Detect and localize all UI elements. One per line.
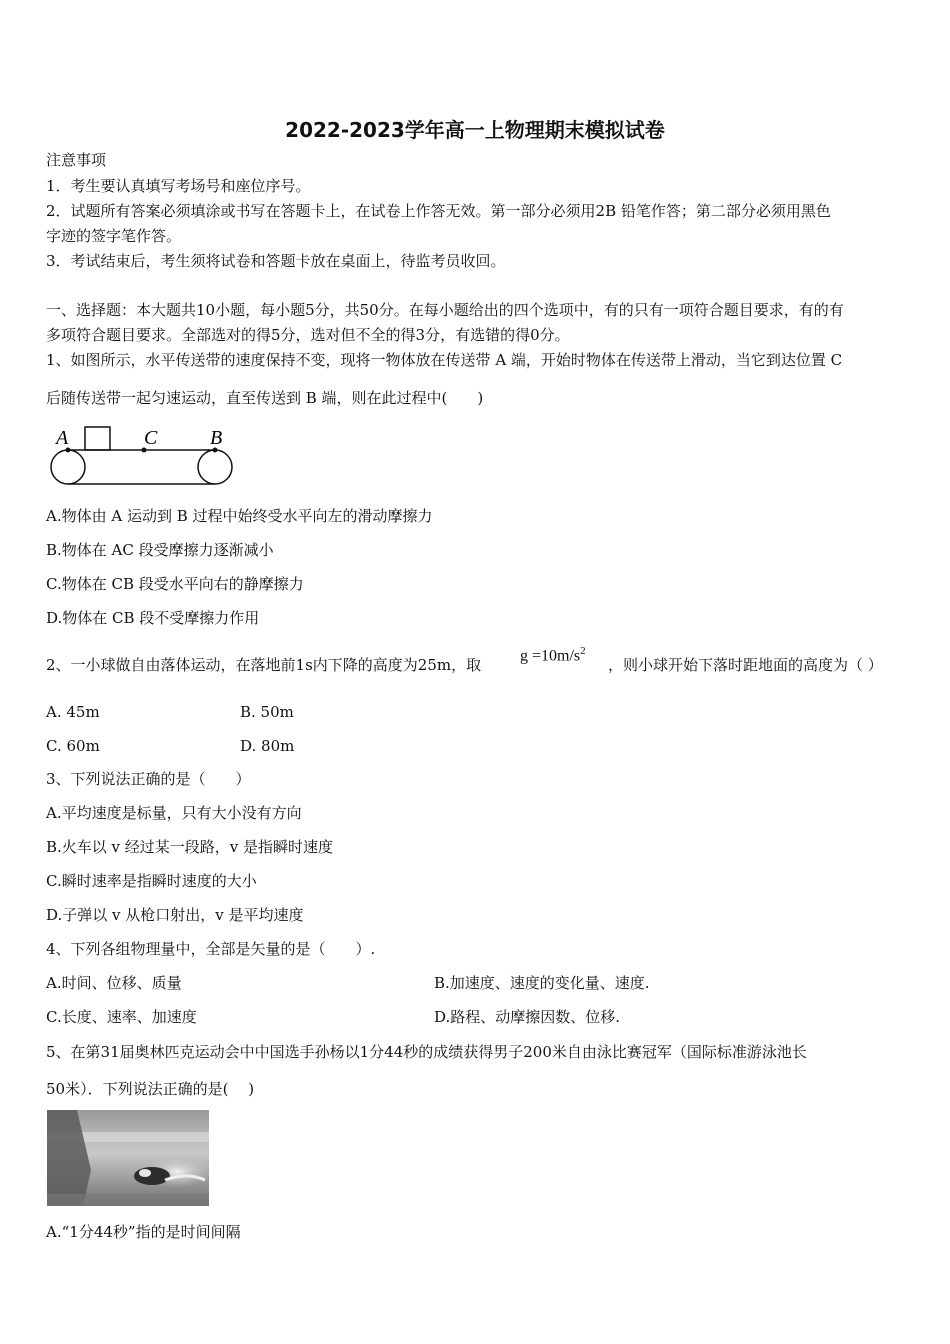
question-4-option: D.路程、动摩擦因数、位移. <box>434 1008 621 1026</box>
gravity-formula <box>520 645 586 665</box>
swimmer-photo <box>47 1110 209 1206</box>
question-3-option: B.火车以 v 经过某一段路，v 是指瞬时速度 <box>46 838 334 856</box>
gravity-formula-text: g =10m/s <box>520 647 581 665</box>
question-3-option: D.子弹以 v 从枪口射出，v 是平均速度 <box>46 906 304 924</box>
question-1-option: A.物体由 A 运动到 B 过程中始终受水平向左的滑动摩擦力 <box>46 507 433 525</box>
notice-item: 字迹的签字笔作答。 <box>46 227 182 245</box>
question-2-stem: 2、一小球做自由落体运动，在落地前1s内下降的高度为25m，取 <box>46 656 482 674</box>
section-instructions: 多项符合题目要求。全部选对的得5分，选对但不全的得3分，有选错的得0分。 <box>46 326 570 344</box>
question-2-option: A. 45m <box>46 703 100 721</box>
question-4-option: C.长度、速率、加速度 <box>46 1008 197 1026</box>
question-1-option: D.物体在 CB 段不受摩擦力作用 <box>46 609 260 627</box>
label-c: C <box>144 427 158 449</box>
question-2-stem: ，则小球开始下落时距地面的高度为（ ） <box>608 656 883 674</box>
question-3-option: A.平均速度是标量，只有大小没有方向 <box>46 804 302 822</box>
question-1-option: B.物体在 AC 段受摩擦力逐渐减小 <box>46 541 274 559</box>
section-instructions: 一、选择题：本大题共10小题，每小题5分，共50分。在每小题给出的四个选项中，有的只有一项符合题目要求，有的有 <box>46 301 844 319</box>
question-4-stem: 4、下列各组物理量中，全部是矢量的是（ ）. <box>46 940 376 958</box>
left-pulley <box>51 450 85 484</box>
question-1-stem: 1、如图所示，水平传送带的速度保持不变，现将一物体放在传送带 A 端，开始时物体在传送带上滑动，当它到达位置 C <box>46 351 843 369</box>
question-1-option: C.物体在 CB 段受水平向右的静摩擦力 <box>46 575 304 593</box>
object-block <box>85 427 110 450</box>
question-3-stem: 3、下列说法正确的是（ ） <box>46 770 251 788</box>
question-5-stem: 50米）．下列说法正确的是( ) <box>46 1080 255 1098</box>
gravity-formula-exponent: 2 <box>580 645 586 657</box>
question-4-option: A.时间、位移、质量 <box>46 974 182 992</box>
question-3-option: C.瞬时速率是指瞬时速度的大小 <box>46 872 257 890</box>
conveyor-belt-diagram <box>44 424 238 488</box>
question-4-option: B.加速度、速度的变化量、速度. <box>434 974 650 992</box>
notice-item: 3．考试结束后，考生须将试卷和答题卡放在桌面上，待监考员收回。 <box>46 252 506 270</box>
label-b: B <box>210 427 223 449</box>
question-5-option: A.“1分44秒”指的是时间间隔 <box>46 1223 241 1241</box>
right-pulley <box>198 450 232 484</box>
question-2-option: C. 60m <box>46 737 100 755</box>
question-5-stem: 5、在第31届奥林匹克运动会中中国选手孙杨以1分44秒的成绩获得男子200米自由泳比赛冠军（国际标准游泳池长 <box>46 1043 807 1061</box>
question-1-stem: 后随传送带一起匀速运动，直至传送到 B 端，则在此过程中( ) <box>46 389 484 407</box>
exam-title: 2022-2023学年高一上物理期末模拟试卷 <box>285 118 665 142</box>
question-2-option: B. 50m <box>240 703 294 721</box>
label-a: A <box>56 427 69 449</box>
notice-heading: 注意事项 <box>46 151 107 169</box>
question-2-option: D. 80m <box>240 737 295 755</box>
notice-item: 2．试题所有答案必须填涂或书写在答题卡上，在试卷上作答无效。第一部分必须用2B 铅笔作答；第二部分必须用黑色 <box>46 202 831 220</box>
notice-item: 1．考生要认真填写考场号和座位序号。 <box>46 177 311 195</box>
